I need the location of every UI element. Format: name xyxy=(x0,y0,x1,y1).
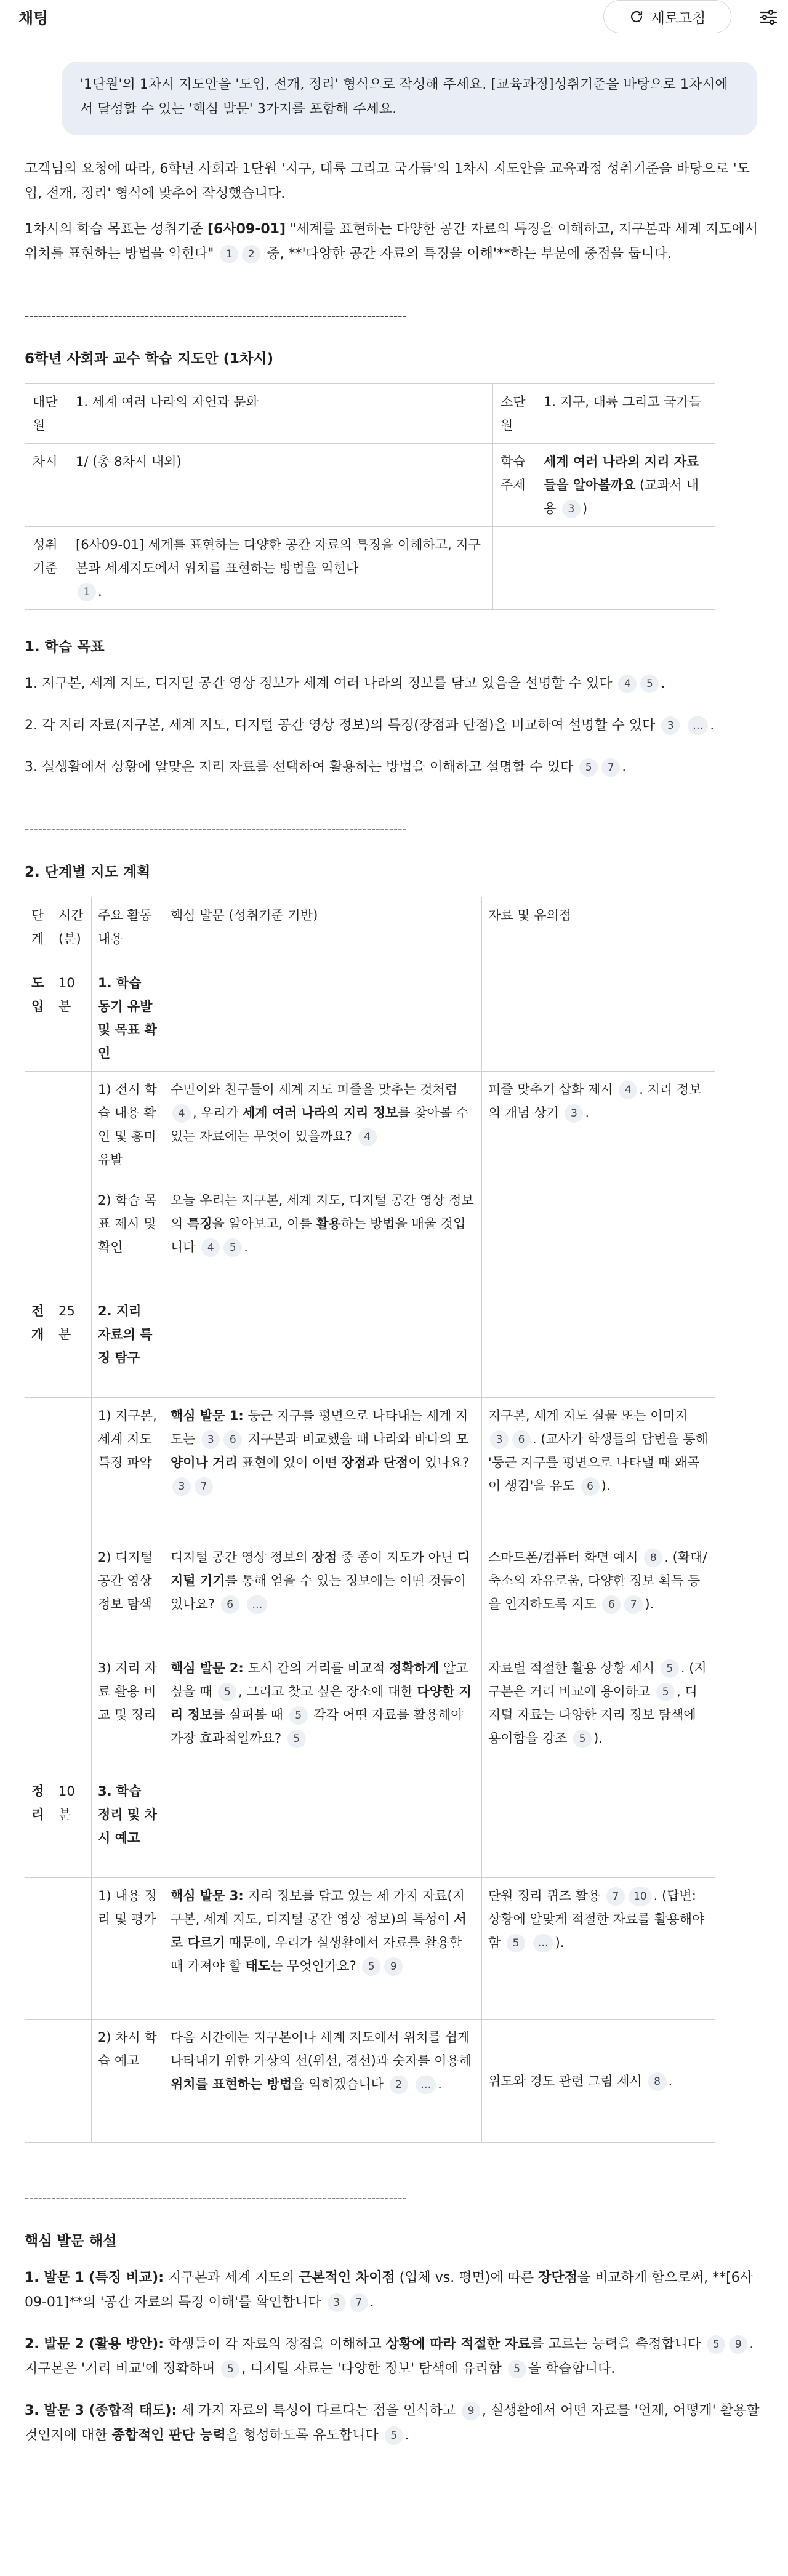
citation-chip[interactable]: 3 xyxy=(172,1477,191,1496)
refresh-label: 새로고침 xyxy=(651,10,706,26)
citation-chip[interactable]: … xyxy=(416,2076,436,2094)
explain-item: 2. 발문 2 (활용 방안): 학생들이 각 자료의 장점을 이해하고 상황에 따라 적절한 자료를 고르는 능력을 측정합니다 5 9 . 지구본은 '거리 비교'에 정확하며 5 , 디지털 자료는 '다양한 정보' 탐색에 유리함 5 을 학습합니다. xyxy=(25,2332,763,2381)
table-cell: [6사09-01] 세계를 표현하는 다양한 공간 자료의 특징을 이해하고, 지구본과 세계지도에서 위치를 표현하는 방법을 익힌다 1 . xyxy=(68,527,493,610)
table-cell: 2) 학습 목표 제시 및 확인 xyxy=(92,1182,164,1293)
table-cell: 소단원 xyxy=(493,384,536,444)
citation-chip[interactable]: 5 xyxy=(218,1683,236,1701)
top-bar xyxy=(0,0,788,33)
table-cell: 성취 기준 xyxy=(25,527,68,610)
table-cell xyxy=(52,1539,92,1650)
table-cell: 지구본, 세계 지도 실물 또는 이미지 3 6 . (교사가 학생들의 답변을 통해 '둥근 지구를 평면으로 나타낼 때 왜곡이 생김'을 유도 6 ). xyxy=(482,1398,715,1539)
citation-chip[interactable]: 5 xyxy=(507,1934,525,1952)
table-cell: 오늘 우리는 지구본, 세계 지도, 디지털 공간 영상 정보의 특징을 알아보고, 이를 활용하는 방법을 배울 것입니다 4 5 . xyxy=(164,1182,482,1293)
goal-item: 2. 각 지리 자료(지구본, 세계 지도, 디지털 공간 영상 정보)의 특징(장점과 단점)을 비교하여 설명할 수 있다 3 … . xyxy=(25,713,763,738)
goal-item: 1. 지구본, 세계 지도, 디지털 공간 영상 정보가 세계 여러 나라의 정보를 담고 있음을 설명할 수 있다 4 5 . xyxy=(25,672,763,696)
table-cell: 핵심 발문 3: 지리 정보를 담고 있는 세 가지 자료(지구본, 세계 지도, 디지털 공간 영상 정보)의 특성이 서로 다르기 때문에, 우리가 실생활에서 자료를 활용할 때 가져야 할 태도는 무엇인가요? 5 9 xyxy=(164,1878,482,2020)
assistant-answer xyxy=(25,157,763,2465)
citation-chip[interactable]: 5 xyxy=(707,2335,725,2354)
table-cell: 시간 (분) xyxy=(52,897,92,965)
table-cell: 1) 전시 학습 내용 확인 및 흥미 유발 xyxy=(92,1072,164,1182)
tune-settings-icon[interactable] xyxy=(758,9,778,26)
table-cell: 핵심 발문 2: 도시 간의 거리를 비교적 정확하게 알고 싶을 때 5 , 그리고 찾고 싶은 장소에 대한 다양한 지리 정보를 살펴볼 때 5 각각 어떤 자료를 활용해야 가장 효과적일까요? 5 xyxy=(164,1650,482,1773)
citation-chip[interactable]: 3 xyxy=(661,716,680,735)
citation-chip[interactable]: 4 xyxy=(358,1128,377,1146)
table-cell xyxy=(536,527,715,610)
table-cell xyxy=(164,1773,482,1878)
citation-chip[interactable]: … xyxy=(533,1934,553,1952)
table-cell xyxy=(25,1398,52,1539)
table-cell: 디지털 공간 영상 정보의 장점 중 종이 지도가 아닌 디지털 기기를 통해 얻을 수 있는 정보에는 어떤 것들이 있나요? 6 … xyxy=(164,1539,482,1650)
citation-chip[interactable]: 2 xyxy=(390,2076,408,2094)
citation-chip[interactable]: 6 xyxy=(221,1595,239,1614)
citation-chip[interactable]: 6 xyxy=(581,1477,600,1496)
table-cell: 단계 xyxy=(25,897,52,965)
table-cell xyxy=(52,1072,92,1182)
table-cell: 대단원 xyxy=(25,384,68,444)
table-cell: 2) 차시 학습 예고 xyxy=(92,2020,164,2143)
table-cell: 세계 여러 나라의 지리 자료들을 알아볼까요 (교과서 내용 3 ) xyxy=(536,444,715,527)
table-cell xyxy=(482,965,715,1072)
citation-chip[interactable]: 4 xyxy=(201,1238,220,1257)
table-cell: 1) 지구본, 세계 지도 특징 파악 xyxy=(92,1398,164,1539)
citation-chip[interactable]: 5 xyxy=(573,1730,592,1748)
table-cell xyxy=(25,1650,52,1773)
citation-chip[interactable]: 5 xyxy=(579,758,598,777)
citation-chip[interactable]: … xyxy=(688,716,708,735)
explain-item: 3. 발문 3 (종합적 태도): 세 가지 자료의 특성이 다르다는 점을 인식하고 9 , 실생활에서 어떤 자료를 '언제, 어떻게' 활용할 것인지에 대한 종합적인 판단 능력을 형성하도록 유도합니다 5 . xyxy=(25,2399,763,2448)
citation-chip[interactable]: 6 xyxy=(223,1430,242,1449)
explain-item: 1. 발문 1 (특징 비교): 지구본과 세계 지도의 근본적인 차이점 (입체 vs. 평면)에 따른 장단점을 비교하게 함으로써, **[6사09-01]**의 '공간 자료의 특징 이해'를 확인합니다 3 7 . xyxy=(25,2266,763,2315)
explain-title: 핵심 발문 해설 xyxy=(25,2233,117,2249)
citation-chip[interactable]: 8 xyxy=(648,2072,667,2091)
overview-table xyxy=(25,383,715,610)
table-cell xyxy=(52,1398,92,1539)
citation-chip[interactable]: 7 xyxy=(624,1595,643,1614)
table-cell xyxy=(52,1878,92,2020)
citation-chip[interactable]: 5 xyxy=(640,675,659,693)
table-cell: 핵심 발문 1: 둥근 지구를 평면으로 나타내는 세계 지도는 3 6 지구본과 비교했을 때 나라와 바다의 모양이나 거리 표현에 있어 어떤 장점과 단점이 있나요? 3 7 xyxy=(164,1398,482,1539)
table-cell xyxy=(482,1293,715,1398)
table-cell: 도입 xyxy=(25,965,52,1072)
citation-chip[interactable]: 3 xyxy=(562,500,581,518)
goals-title: 1. 학습 목표 xyxy=(25,639,105,655)
goal-item: 3. 실생활에서 상황에 알맞은 지리 자료를 선택하여 활용하는 방법을 이해하고 설명할 수 있다 5 7 . xyxy=(25,755,763,780)
citation-chip[interactable]: 7 xyxy=(601,758,620,777)
table-cell xyxy=(52,1182,92,1293)
divider: -------------------------------------------------------------------------------------- xyxy=(25,308,407,323)
citation-chip[interactable]: 7 xyxy=(606,1887,625,1906)
table-cell: 단원 정리 퀴즈 활용 7 10 . (답변: 상황에 알맞게 적절한 자료를 활용해야 함 5 … ). xyxy=(482,1878,715,2020)
citation-chip[interactable]: 4 xyxy=(172,1104,191,1123)
table-cell: 수민이와 친구들이 세계 지도 퍼즐을 맞추는 것처럼 4 , 우리가 세계 여러 나라의 지리 정보를 찾아볼 수 있는 자료에는 무엇이 있을까요? 4 xyxy=(164,1072,482,1182)
citation-chip[interactable]: 5 xyxy=(362,1957,380,1976)
plan-section-title: 2. 단계별 지도 계획 xyxy=(25,864,151,880)
lesson-plan-table xyxy=(25,897,715,2143)
citation-chip[interactable]: 10 xyxy=(629,1887,652,1906)
table-cell: 위도와 경도 관련 그림 제시 8 . xyxy=(482,2020,715,2143)
citation-chip[interactable]: 8 xyxy=(644,1549,662,1567)
citation-chip[interactable]: 5 xyxy=(385,2426,403,2445)
refresh-button[interactable] xyxy=(603,0,731,33)
table-cell: 3) 지리 자료 활용 비교 및 정리 xyxy=(92,1650,164,1773)
citation-chip[interactable]: 7 xyxy=(350,2293,368,2312)
divider: -------------------------------------------------------------------------------------- xyxy=(25,822,407,837)
citation-chip[interactable]: 6 xyxy=(602,1595,621,1614)
citation-chip[interactable]: 3 xyxy=(201,1430,220,1449)
citation-chip[interactable]: 2 xyxy=(242,245,260,263)
plan-title: 6학년 사회과 교수 학습 지도안 (1차시) xyxy=(25,351,274,367)
intro-paragraph-2: 1차시의 학습 목표는 성취기준 [6사09-01] "세계를 표현하는 다양한 공간 자료의 특징을 이해하고, 지구본과 세계 지도에서 위치를 표현하는 방법을 익힌다" 1 2 중, **'다양한 공간 자료의 특징을 이해'**하는 부분에 중점을 둡니다. xyxy=(25,217,763,267)
citation-chip[interactable]: 3 xyxy=(328,2293,346,2312)
citation-chip[interactable]: 1 xyxy=(220,245,238,263)
table-cell: 1. 지구, 대륙 그리고 국가들 xyxy=(536,384,715,444)
table-cell: 핵심 발문 (성취기준 기반) xyxy=(164,897,482,965)
citation-chip[interactable]: 5 xyxy=(223,1238,242,1257)
table-cell: 1. 세계 여러 나라의 자연과 문화 xyxy=(68,384,493,444)
citation-chip[interactable]: 3 xyxy=(565,1104,583,1123)
table-cell: 퍼즐 맞추기 삽화 제시 4 . 지리 정보의 개념 상기 3 . xyxy=(482,1072,715,1182)
table-cell xyxy=(493,527,536,610)
citation-chip[interactable]: 1 xyxy=(78,583,96,601)
table-cell: 1) 내용 정리 및 평가 xyxy=(92,1878,164,2020)
citation-chip[interactable]: 6 xyxy=(512,1430,531,1449)
table-cell xyxy=(25,2020,52,2143)
user-message-bubble: '1단원'의 1차시 지도안을 '도입, 전개, 정리' 형식으로 작성해 주세요. [교육과정]성취기준을 바탕으로 1차시에서 달성할 수 있는 '핵심 발문' 3가지를 포함해 주세요. xyxy=(62,62,757,135)
table-cell: 자료별 적절한 활용 상황 제시 5 . (지구본은 거리 비교에 용이하고 5 , 디지털 자료는 다양한 지리 정보 탐색에 용이함을 강조 5 ). xyxy=(482,1650,715,1773)
table-cell: 자료 및 유의점 xyxy=(482,897,715,965)
citation-chip[interactable]: 5 xyxy=(508,2360,526,2378)
table-cell xyxy=(25,1539,52,1650)
table-cell xyxy=(164,965,482,1072)
table-cell: 차시 xyxy=(25,444,68,527)
table-cell: 학습 주제 xyxy=(493,444,536,527)
citation-chip[interactable]: 4 xyxy=(619,1081,637,1099)
citation-chip[interactable]: 5 xyxy=(656,1683,675,1701)
table-cell: 정리 xyxy=(25,1773,52,1878)
divider: -------------------------------------------------------------------------------------- xyxy=(25,2191,407,2205)
citation-chip[interactable]: 5 xyxy=(289,1706,308,1725)
citation-chip[interactable]: 5 xyxy=(661,1659,679,1678)
table-cell xyxy=(482,1773,715,1878)
refresh-icon xyxy=(629,9,644,24)
citation-chip[interactable]: 4 xyxy=(618,675,637,693)
table-cell: 10분 xyxy=(52,1773,92,1878)
citation-chip[interactable]: 5 xyxy=(287,1730,306,1748)
table-cell xyxy=(25,1182,52,1293)
table-cell xyxy=(164,1293,482,1398)
citation-chip[interactable]: 9 xyxy=(462,2402,480,2420)
citation-chip[interactable]: 9 xyxy=(384,1957,403,1976)
citation-chip[interactable]: 7 xyxy=(195,1477,213,1496)
table-cell: 1. 학습 동기 유발 및 목표 확인 xyxy=(92,965,164,1072)
table-cell xyxy=(52,2020,92,2143)
citation-chip[interactable]: … xyxy=(247,1595,267,1614)
table-cell: 1/ (총 8차시 내외) xyxy=(68,444,493,527)
table-cell: 2. 지리 자료의 특징 탐구 xyxy=(92,1293,164,1398)
table-cell: 3. 학습 정리 및 차시 예고 xyxy=(92,1773,164,1878)
citation-chip[interactable]: 3 xyxy=(490,1430,509,1449)
table-cell: 2) 디지털 공간 영상 정보 탐색 xyxy=(92,1539,164,1650)
table-cell: 스마트폰/컴퓨터 화면 예시 8 . (확대/축소의 자유로움, 다양한 정보 획득 등을 인지하도록 지도 6 7 ). xyxy=(482,1539,715,1650)
citation-chip[interactable]: 9 xyxy=(729,2335,747,2354)
table-cell xyxy=(25,1878,52,2020)
table-cell xyxy=(482,1182,715,1293)
table-cell: 10분 xyxy=(52,965,92,1072)
table-cell xyxy=(25,1072,52,1182)
citation-chip[interactable]: 5 xyxy=(221,2360,239,2378)
table-cell: 주요 활동 내용 xyxy=(92,897,164,965)
table-cell xyxy=(52,1650,92,1773)
page-title: 채팅 xyxy=(18,9,49,27)
table-cell: 25분 xyxy=(52,1293,92,1398)
table-cell: 전개 xyxy=(25,1293,52,1398)
table-cell: 다음 시간에는 지구본이나 세계 지도에서 위치를 쉽게 나타내기 위한 가상의 선(위선, 경선)과 숫자를 이용해 위치를 표현하는 방법을 익히겠습니다 2 … . xyxy=(164,2020,482,2143)
intro-paragraph: 고객님의 요청에 따라, 6학년 사회과 1단원 '지구, 대륙 그리고 국가들'의 1차시 지도안을 교육과정 성취기준을 바탕으로 '도입, 전개, 정리' 형식에 맞추어 작성했습니다. xyxy=(25,161,750,201)
